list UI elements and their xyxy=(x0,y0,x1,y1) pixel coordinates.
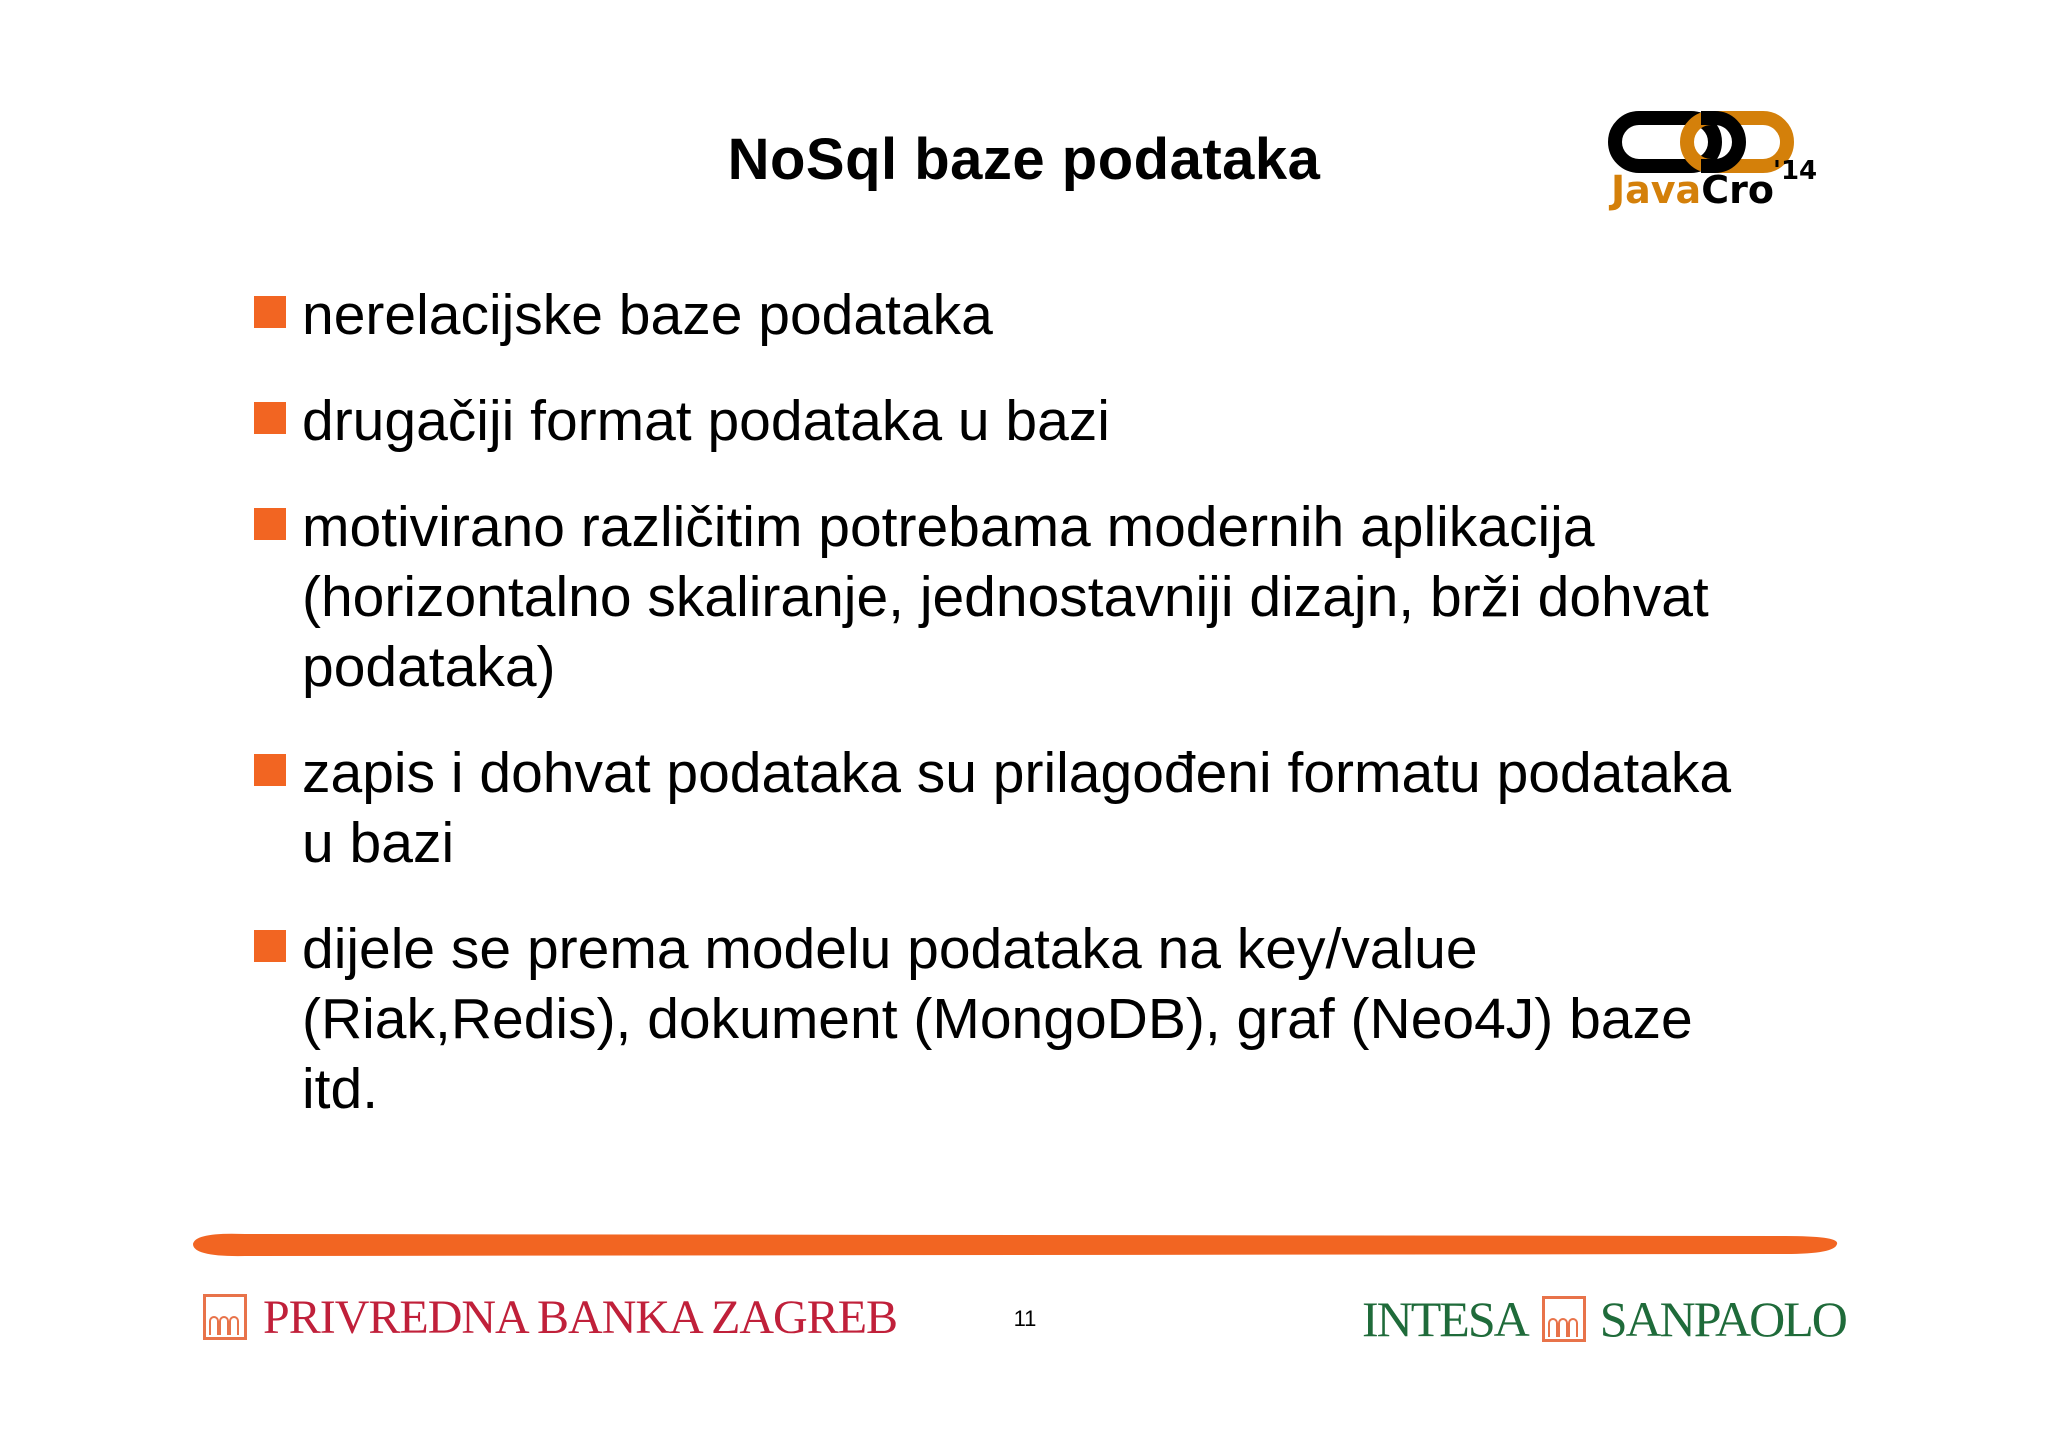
bullet-text: zapis i dohvat podataka su prilagođeni formatu podataka u bazi xyxy=(302,741,1732,875)
intesa-brand-name: INTESA xyxy=(1362,1291,1528,1347)
javacro-year: '14 xyxy=(1773,156,1818,186)
orange-divider xyxy=(185,1224,1845,1264)
arches-icon xyxy=(1542,1296,1586,1342)
bullet-item xyxy=(252,386,1752,456)
square-bullet-icon xyxy=(254,508,286,540)
square-bullet-icon xyxy=(254,754,286,786)
bullet-item xyxy=(252,492,1752,702)
bullet-item xyxy=(252,914,1752,1124)
bullet-text: drugačiji format podataka u bazi xyxy=(302,389,1110,453)
square-bullet-icon xyxy=(254,296,286,328)
intesa-sanpaolo-logo xyxy=(1362,1292,1846,1346)
square-bullet-icon xyxy=(254,402,286,434)
page-number: 11 xyxy=(1013,1306,1037,1331)
javacro-java: Java xyxy=(1611,168,1702,212)
javacro-cro: Cro xyxy=(1701,168,1774,212)
javacro-wordmark xyxy=(1611,168,1774,212)
bullet-item xyxy=(252,738,1752,878)
arches-icon xyxy=(203,1294,247,1340)
bullet-item xyxy=(252,280,1752,350)
sanpaolo-brand-name: SANPAOLO xyxy=(1599,1291,1846,1347)
bullet-list xyxy=(252,280,1752,1160)
square-bullet-icon xyxy=(254,930,286,962)
bullet-text: nerelacijske baze podataka xyxy=(302,283,993,347)
slide-title: NoSql baze podataka xyxy=(727,127,1321,192)
pbz-brand-name: PRIVREDNA BANKA ZAGREB xyxy=(263,1290,898,1344)
pbz-logo xyxy=(203,1290,897,1344)
bullet-text: motivirano različitim potrebama modernih aplikacija (horizontalno skaliranje, jednostavniji dizajn, brži dohvat podataka) xyxy=(302,495,1709,699)
bullet-text: dijele se prema modelu podataka na key/value (Riak,Redis), dokument (MongoDB), graf (Neo4J) baze itd. xyxy=(302,917,1693,1121)
